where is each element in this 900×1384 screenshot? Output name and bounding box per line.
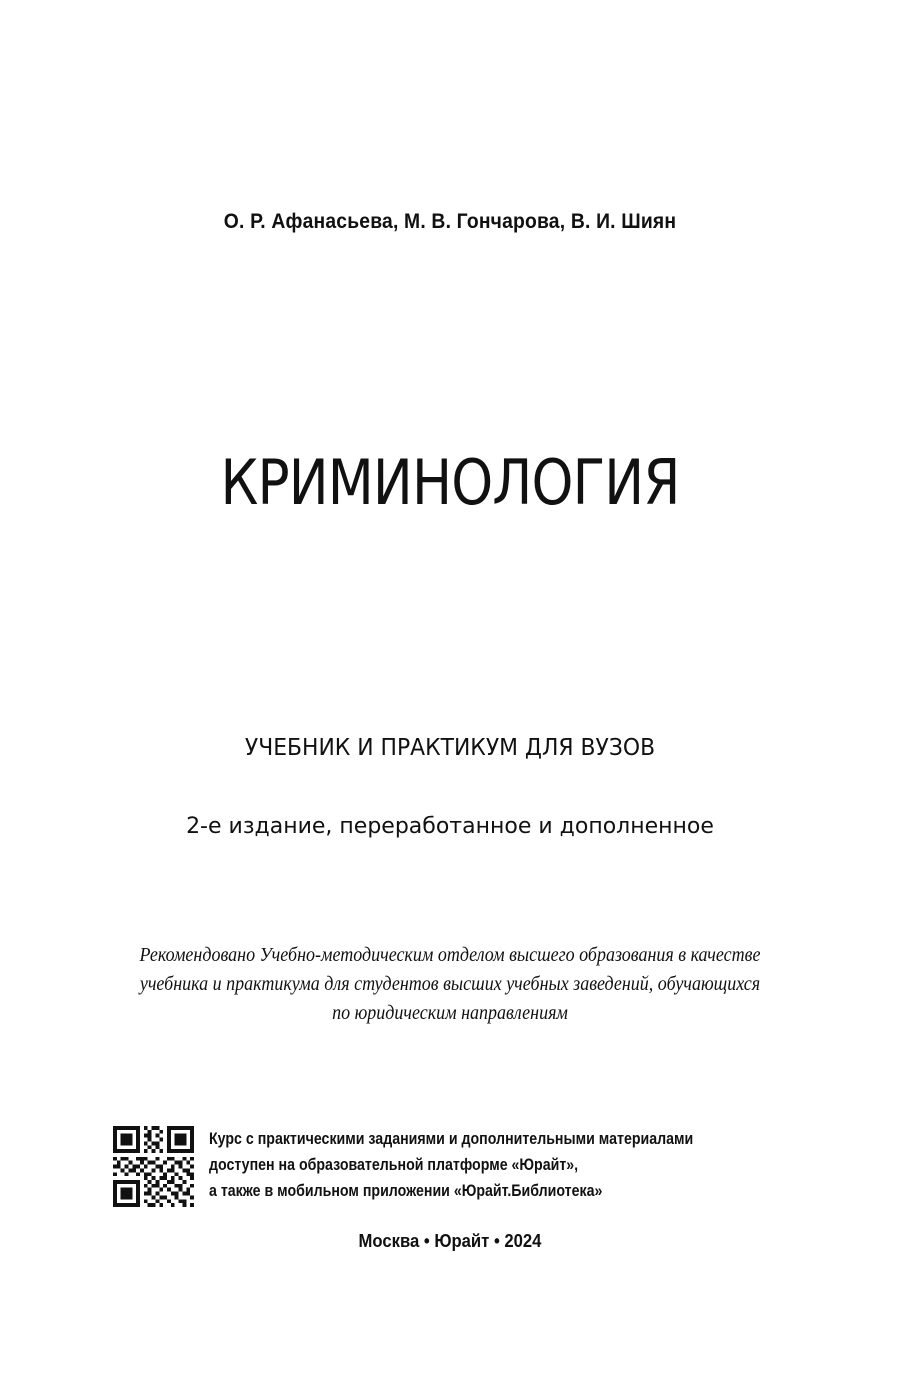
course-note-line-3: а также в мобильном приложении «Юрайт.Библиотека» bbox=[209, 1182, 603, 1200]
book-title: КРИМИНОЛОГИЯ bbox=[220, 446, 680, 519]
course-note-line-1: Курс с практическими заданиями и дополнительными материалами bbox=[209, 1130, 694, 1148]
imprint: Москва • Юрайт • 2024 bbox=[358, 1230, 542, 1251]
qr-code-icon[interactable] bbox=[113, 1126, 194, 1207]
recommendation-line-1: Рекомендовано Учебно-методическим отделом высшего образования в качестве bbox=[139, 944, 761, 966]
book-subtitle: УЧЕБНИК И ПРАКТИКУМ ДЛЯ ВУЗОВ bbox=[244, 735, 656, 761]
edition-note: 2-е издание, переработанное и дополненное bbox=[186, 814, 714, 839]
recommendation-line-3: по юридическим направлениям bbox=[332, 1002, 568, 1024]
authors: О. Р. Афанасьева, М. В. Гончарова, В. И. Шиян bbox=[223, 210, 677, 233]
course-note-line-2: доступен на образовательной платформе «Юрайт», bbox=[209, 1156, 579, 1174]
recommendation-line-2: учебника и практикума для студентов высших учебных заведений, обучающихся bbox=[139, 973, 761, 995]
